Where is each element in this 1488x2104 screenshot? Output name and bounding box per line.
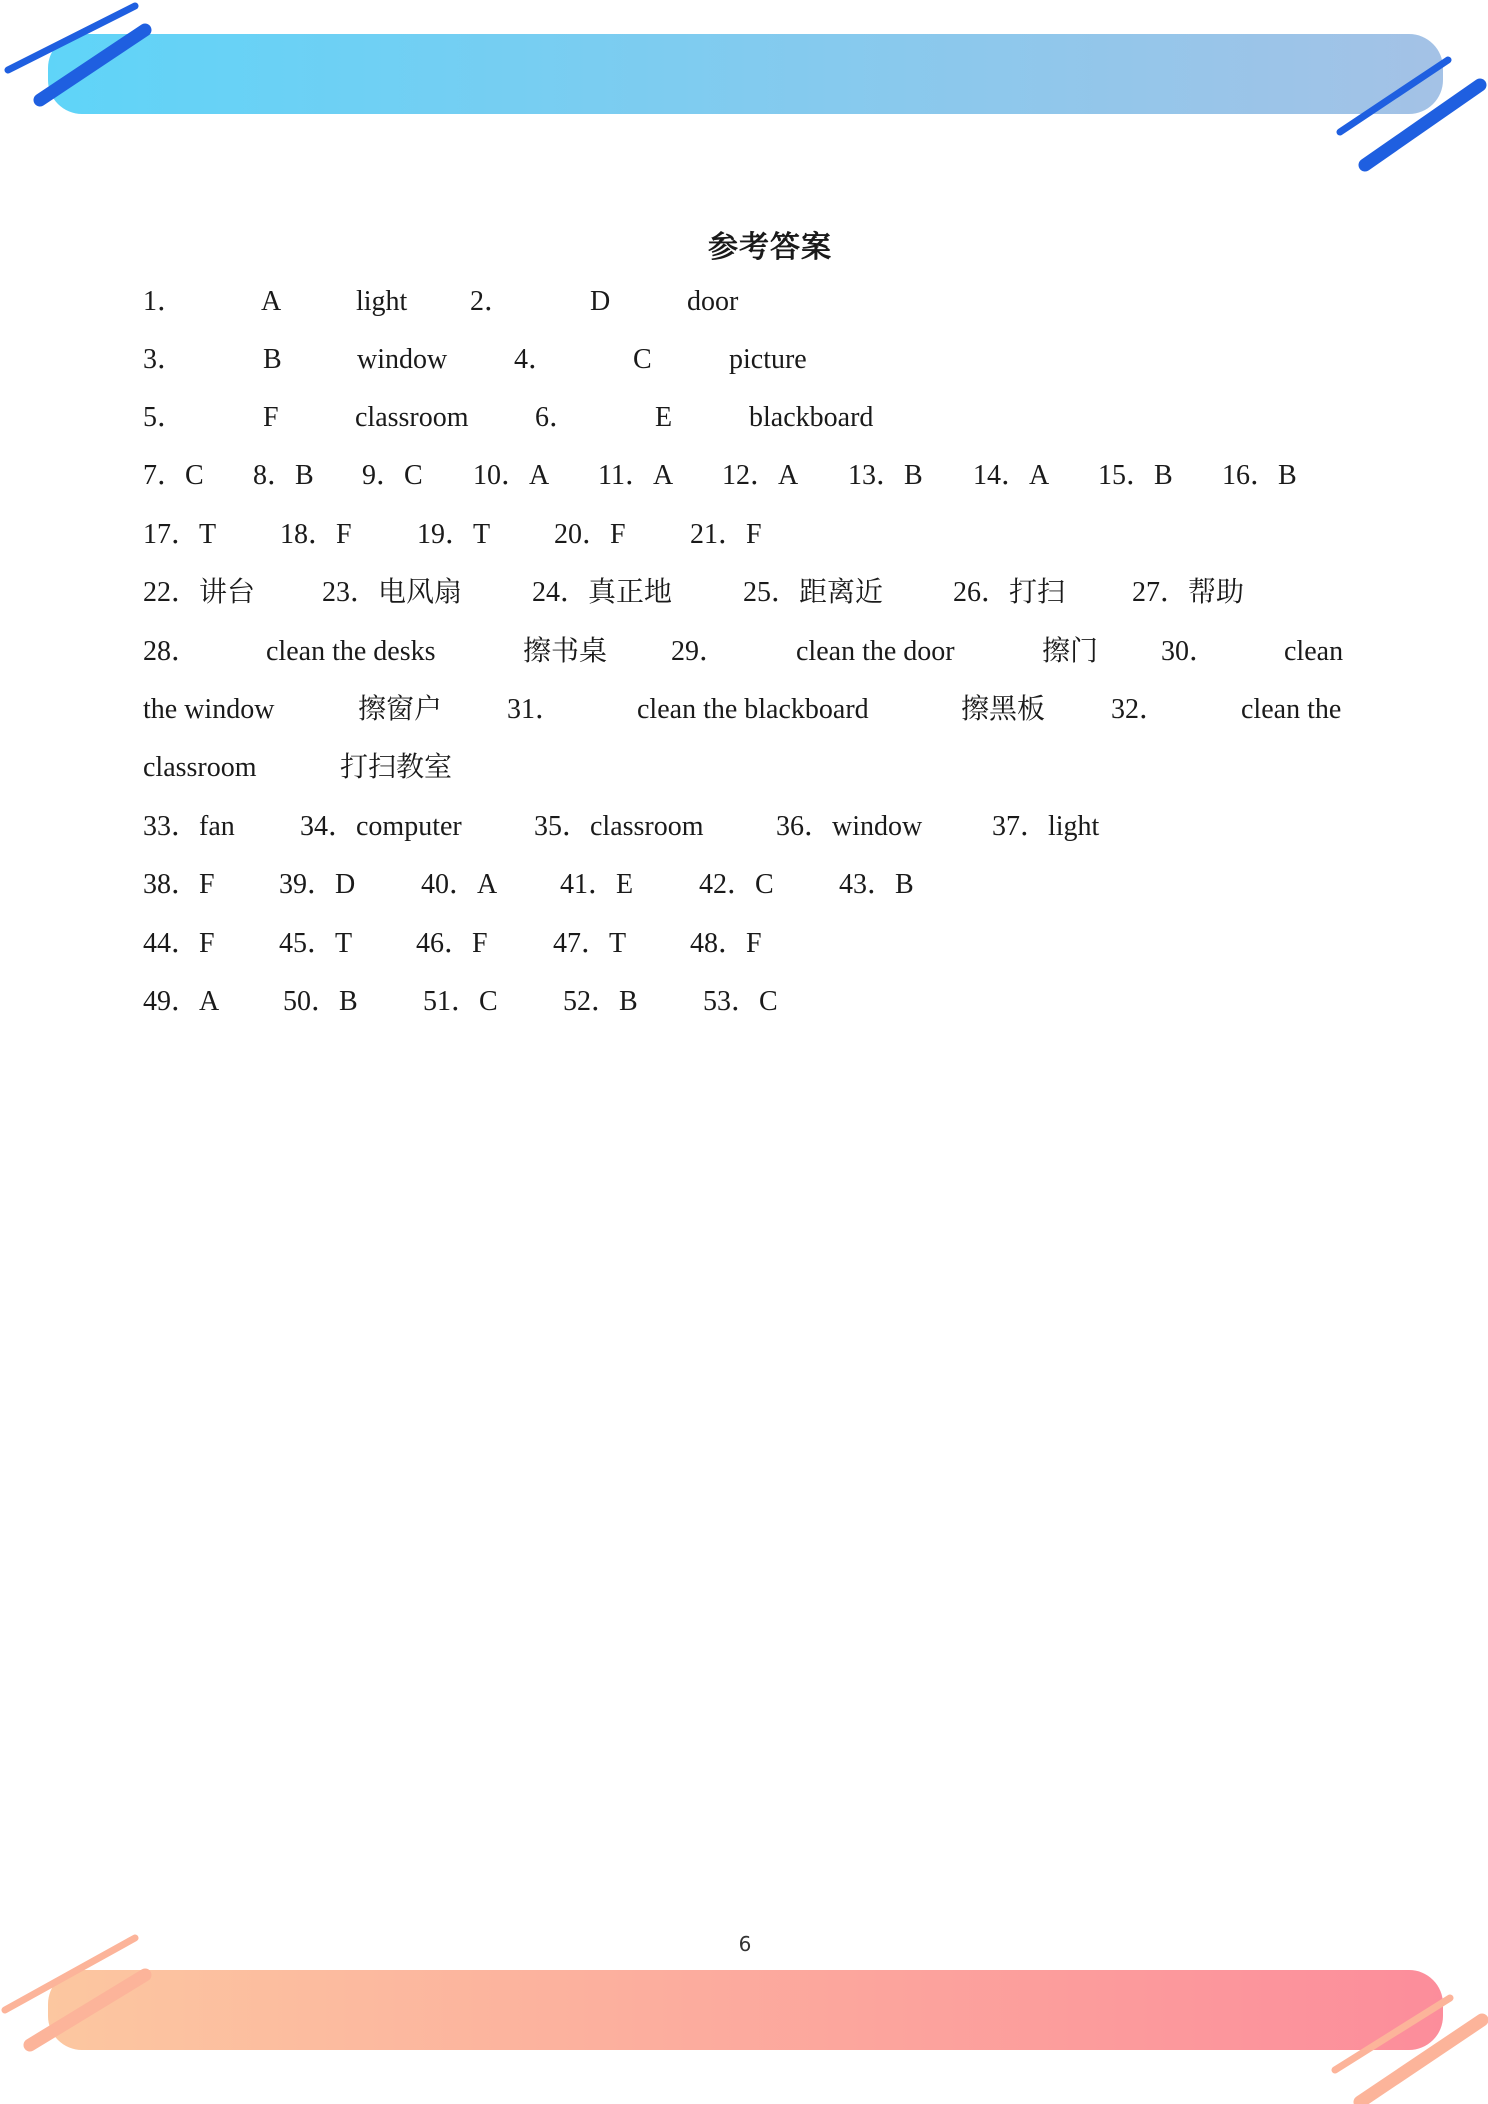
answer-item: 32． [1111,694,1168,725]
answer-item: 48．F [690,928,762,959]
answer-item: 45．T [279,928,353,959]
answer-item: 51．C [423,986,498,1017]
answer-item: 1． [143,286,186,317]
answer-item: A [261,286,282,317]
answer-item: 3． [143,344,186,375]
answer-item: 24．真正地 [532,577,673,608]
answer-item: 46．F [416,928,488,959]
answer-item: 39．D [279,869,356,900]
answer-item: F [263,402,279,433]
answer-item: classroom [355,402,469,433]
answer-item: light [356,286,408,317]
answer-item: 擦门 [1042,636,1099,667]
answer-item: 27．帮助 [1132,577,1245,608]
answer-item: 42．C [699,869,774,900]
answer-item: door [687,286,739,317]
answer-item: 6． [535,402,578,433]
answer-item: window [357,344,448,375]
answer-item: 14．A [973,460,1050,491]
answer-item: 2． [470,286,513,317]
answer-item: 10．A [473,460,550,491]
answer-item: B [263,344,282,375]
answer-item: 4． [514,344,557,375]
answer-item: 41．E [560,869,634,900]
answer-item: blackboard [749,402,874,433]
answer-item: 13．B [848,460,923,491]
answer-item: the window [143,694,275,725]
answer-item: 19．T [417,519,491,550]
answer-item: 16．B [1222,460,1297,491]
answer-item: 31． [507,694,564,725]
page-title: 参考答案 [708,230,832,265]
answer-item: 12．A [722,460,799,491]
answer-item: classroom [143,752,257,783]
answer-item: 5． [143,402,186,433]
answer-item: 44．F [143,928,215,959]
answer-item: 49．A [143,986,220,1017]
answer-item: 9．C [362,460,423,491]
answer-item: 21．F [690,519,762,550]
answer-item: 打扫教室 [340,752,453,783]
answer-item: 20．F [554,519,626,550]
answer-item: 11．A [598,460,674,491]
answer-item: 36．window [776,811,923,842]
answer-item: 34．computer [300,811,462,842]
answer-item: 35．classroom [534,811,704,842]
answer-item: 53．C [703,986,778,1017]
answer-item: C [633,344,652,375]
answer-item: 29． [671,636,728,667]
answer-item: 18．F [280,519,352,550]
answer-item: 擦黑板 [961,694,1046,725]
answer-item: 26．打扫 [953,577,1066,608]
answer-item: 52．B [563,986,638,1017]
answer-item: clean the blackboard [637,694,869,725]
answer-item: 30． [1161,636,1218,667]
answer-item: 25．距离近 [743,577,884,608]
answer-item: 22．讲台 [143,577,256,608]
answer-item: 33．fan [143,811,235,842]
answer-item: 43．B [839,869,914,900]
answer-item: 23．电风扇 [322,577,463,608]
answer-item: clean the desks [266,636,436,667]
answer-item: 7．C [143,460,204,491]
answer-item: 擦书桌 [523,636,608,667]
answer-item: picture [729,344,807,375]
answer-item: E [655,402,673,433]
answer-item: 38．F [143,869,215,900]
top-banner-decoration [0,0,1488,175]
answer-item: 28． [143,636,200,667]
answer-item: 47．T [553,928,627,959]
answer-item: 50．B [283,986,358,1017]
answer-item: 37．light [992,811,1100,842]
answer-item: 17．T [143,519,217,550]
answer-item: 8．B [253,460,314,491]
answer-item: clean [1284,636,1344,667]
answer-item: 15．B [1098,460,1173,491]
answer-item: 擦窗户 [358,694,443,725]
answer-item: 40．A [421,869,498,900]
page-number: 6 [738,1932,752,1956]
answer-item: clean the [1241,694,1342,725]
answer-item: clean the door [796,636,955,667]
answer-item: D [590,286,611,317]
